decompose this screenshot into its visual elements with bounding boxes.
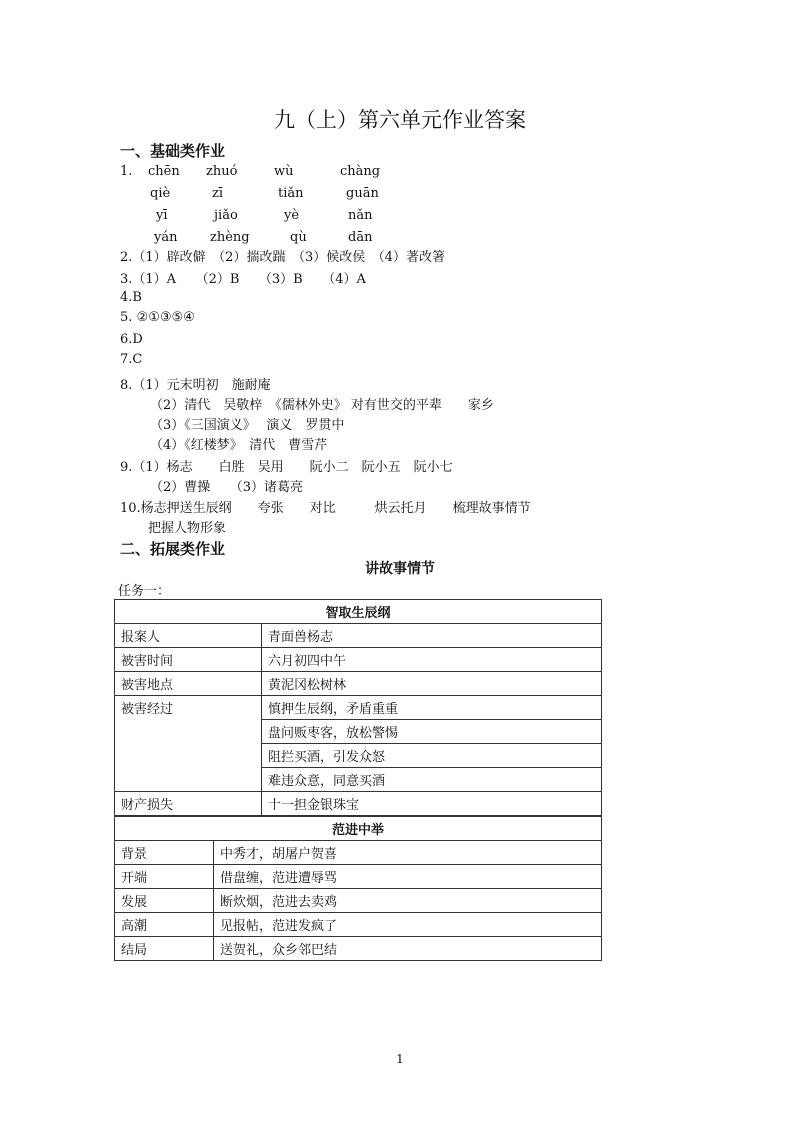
- table1-reporter-label: 报案人: [115, 624, 262, 648]
- q1-r4c1: yán: [154, 230, 178, 245]
- table1-loss: 十一担金银珠宝: [262, 792, 602, 816]
- q1-r3c2: jiǎo: [214, 208, 238, 223]
- q1-r2c1: qiè: [150, 186, 171, 201]
- table2-row4-label: 高潮: [115, 913, 214, 937]
- table-row: [115, 648, 602, 672]
- q8-line-2: （2）清代 吴敬梓 《儒林外史》 对有世交的平辈 家乡: [150, 398, 494, 413]
- table1-time-label: 被害时间: [115, 648, 262, 672]
- table1-place: 黄泥冈松树林: [262, 672, 602, 696]
- table2-title: 范进中举: [115, 817, 602, 841]
- table2-row3-value: 断炊烟，范进去卖鸡: [214, 889, 602, 913]
- table-row: [115, 937, 602, 961]
- table1-process-2: 盘问贩枣客，放松警惕: [262, 720, 602, 744]
- table-zhiqu-shengchengang: [114, 599, 602, 816]
- table2-row2-value: 借盘缠，范进遭辱骂: [214, 865, 602, 889]
- table2-row1-label: 背景: [115, 841, 214, 865]
- table2-row5-value: 送贺礼，众乡邻巴结: [214, 937, 602, 961]
- q1-r3c3: yè: [284, 208, 300, 223]
- q7-answer: 7.C: [120, 352, 143, 367]
- story-plot-heading: 讲故事情节: [365, 561, 435, 577]
- q1-r4c4: dān: [348, 230, 373, 245]
- table2-row2-label: 开端: [115, 865, 214, 889]
- q1-r2c3: tiǎn: [278, 186, 304, 201]
- table2-row1-value: 中秀才，胡屠户贺喜: [214, 841, 602, 865]
- table1-place-label: 被害地点: [115, 672, 262, 696]
- q3-answer: 3.（1）A （2）B （3）B （4）A: [120, 272, 366, 287]
- table-row: [115, 624, 602, 648]
- table-row: [115, 865, 602, 889]
- q1-r2c4: guān: [346, 186, 379, 201]
- q1-r2c2: zī: [212, 186, 224, 201]
- q1-number: 1.: [120, 164, 133, 179]
- table2-row3-label: 发展: [115, 889, 214, 913]
- table-row: [115, 792, 602, 816]
- q6-answer: 6.D: [120, 332, 143, 347]
- table1-process-3: 阻拦买酒，引发众怒: [262, 744, 602, 768]
- table-row: [115, 696, 602, 720]
- table1-title: 智取生辰纲: [115, 600, 602, 624]
- q8-line-3: （3）《三国演义》 演义 罗贯中: [150, 418, 345, 433]
- task-1-label: 任务一：: [118, 584, 171, 599]
- table1-loss-label: 财产损失: [115, 792, 262, 816]
- page-title: 九（上）第六单元作业答案: [274, 108, 526, 132]
- q2-answer: 2.（1）辟改僻 （2）揣改踹 （3）候改侯 （4）著改箸: [120, 250, 445, 265]
- q8-line-4: （4）《红楼梦》 清代 曹雪芹: [150, 438, 328, 453]
- table1-time: 六月初四中午: [262, 648, 602, 672]
- table1-process-label: 被害经过: [115, 696, 262, 792]
- q1-r4c3: qù: [290, 230, 307, 245]
- q10-line-1: 10.杨志押送生辰纲 夸张 对比 烘云托月 梳理故事情节: [120, 501, 531, 516]
- q9-line-1: 9.（1）杨志 白胜 吴用 阮小二 阮小五 阮小七: [120, 460, 453, 475]
- q1-r3c4: nǎn: [348, 208, 373, 223]
- q4-answer: 4.B: [120, 290, 142, 305]
- q1-r1c1: chēn: [148, 164, 180, 179]
- q1-r3c1: yī: [156, 208, 168, 223]
- q5-answer: 5. ②①③⑤④: [120, 310, 195, 325]
- table2-row5-label: 结局: [115, 937, 214, 961]
- page-number: 1: [396, 1052, 404, 1066]
- q1-r4c2: zhèng: [210, 230, 250, 245]
- section-1-heading: 一、基础类作业: [120, 142, 226, 160]
- table-row: [115, 672, 602, 696]
- table-row: [115, 913, 602, 937]
- q1-r1c3: wù: [274, 164, 294, 179]
- q1-r1c2: zhuó: [206, 164, 238, 179]
- q1-r1c4: chàng: [340, 164, 381, 179]
- table-row: [115, 889, 602, 913]
- q9-line-2: （2）曹操 （3）诸葛亮: [150, 480, 304, 495]
- q8-line-1: 8.（1）元末明初 施耐庵: [120, 378, 271, 393]
- table-fanjin-zhongju: [114, 816, 602, 961]
- table1-process-1: 慎押生辰纲，矛盾重重: [262, 696, 602, 720]
- table2-row4-value: 见报帖，范进发疯了: [214, 913, 602, 937]
- table-row: [115, 841, 602, 865]
- table1-process-4: 难违众意，同意买酒: [262, 768, 602, 792]
- q10-line-2: 把握人物形象: [148, 521, 227, 536]
- section-2-heading: 二、拓展类作业: [120, 540, 226, 558]
- table1-reporter: 青面兽杨志: [262, 624, 602, 648]
